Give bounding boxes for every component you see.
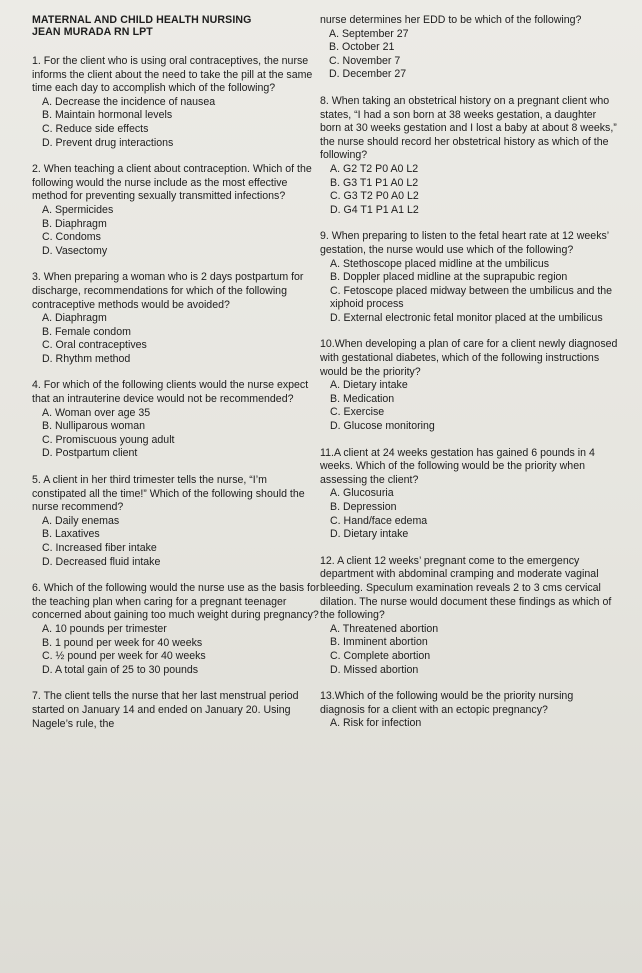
answer-option: B. October 21 — [329, 41, 395, 54]
answer-option: D. Prevent drug interactions — [42, 136, 174, 149]
answer-option: A. Decrease the incidence of nausea — [42, 95, 216, 108]
question-block — [32, 271, 322, 366]
right-column — [320, 14, 620, 744]
answer-option: C. Condoms — [42, 231, 101, 244]
question-block — [32, 163, 322, 258]
answer-option: A. Risk for infection — [330, 717, 422, 730]
question-block — [32, 55, 322, 150]
answer-option: B. Nulliparous woman — [42, 420, 146, 433]
answer-option: D. December 27 — [329, 68, 407, 81]
answer-option: D. G4 T1 P1 A1 L2 — [330, 203, 419, 216]
answer-option: B. Diaphragm — [42, 217, 107, 230]
left-question-list — [32, 55, 322, 731]
answer-option: B. Female condom — [42, 325, 131, 338]
question-stem: 10.When developing a plan of care for a client newly diagnosed with gestational diabetes, which of the following instructions would be the priority? — [320, 338, 618, 378]
answer-option: B. Maintain hormonal levels — [42, 109, 173, 122]
question-block — [32, 474, 322, 569]
answer-option: A. Threatened abortion — [330, 622, 439, 635]
question-stem: 5. A client in her third trimester tells the nurse, “I’m constipated all the time!” Which of the following should the nurse recommend? — [32, 474, 305, 514]
header-author: JEAN MURADA RN LPT — [32, 26, 153, 38]
question-stem: 12. A client 12 weeks’ pregnant come to the emergency department with abdominal cramping and moderate vaginal bleeding. Speculum examination reveals 2 to 3 cms cervical dilation. The nurse would document these findings as which of the following? — [320, 554, 612, 622]
answer-option: A. September 27 — [329, 27, 409, 40]
question-stem: 6. Which of the following would the nurse use as the basis for the teaching plan when caring for a pregnant teenager concerned about gaining too much weight during pregnancy? — [32, 582, 320, 622]
answer-option: B. G3 T1 P1 A0 L2 — [330, 176, 419, 189]
question-block — [32, 690, 322, 731]
answer-option: C. November 7 — [329, 54, 401, 67]
question-block — [320, 690, 620, 731]
question-block — [32, 582, 322, 677]
answer-option: B. Doppler placed midline at the suprapubic region — [330, 271, 568, 284]
document-header — [32, 14, 322, 38]
answer-option: A. 10 pounds per trimester — [42, 622, 167, 635]
answer-option: C. Fetoscope placed midway between the umbilicus and the xiphoid process — [330, 284, 613, 311]
question-stem: 1. For the client who is using oral contraceptives, the nurse informs the client about the need to take the pill at the same time each day to accomplish which of the following? — [32, 55, 313, 95]
answer-option: A. Dietary intake — [330, 379, 408, 392]
question-block — [320, 555, 620, 677]
answer-option: D. External electronic fetal monitor placed at the umbilicus — [330, 311, 603, 324]
answer-option: D. Dietary intake — [330, 528, 409, 541]
answer-option: D. Glucose monitoring — [330, 420, 435, 433]
question-stem: 13.Which of the following would be the priority nursing diagnosis for a client with an ectopic pregnancy? — [320, 690, 574, 716]
question-stem: 2. When teaching a client about contraception. Which of the following would the nurse include as the most effective method for preventing sexually transmitted infections? — [32, 163, 312, 203]
answer-option: C. Increased fiber intake — [42, 542, 157, 554]
question-block — [320, 95, 620, 217]
answer-option: D. Decreased fluid intake — [42, 555, 161, 568]
question-stem: 4. For which of the following clients would the nurse expect that an intrauterine device would not be recommended? — [32, 379, 309, 406]
answer-option: B. Imminent abortion — [330, 636, 428, 649]
answer-option: C. ½ pound per week for 40 weeks — [42, 650, 206, 663]
answer-option: D. Postpartum client — [42, 447, 138, 460]
question-block — [320, 447, 620, 542]
answer-option: A. Glucosuria — [330, 487, 394, 500]
right-question-list — [320, 95, 620, 731]
question-stem: nurse determines her EDD to be which of the following? — [320, 14, 582, 26]
question-stem: 3. When preparing a woman who is 2 days postpartum for discharge, recommendations for which of the following contraceptive methods would be avoided? — [32, 271, 304, 311]
question-block — [320, 230, 620, 325]
answer-option: A. Stethoscope placed midline at the umbilicus — [330, 257, 550, 270]
answer-option: C. Hand/face edema — [330, 514, 428, 527]
question-block — [32, 379, 322, 461]
question-stem: 9. When preparing to listen to the fetal heart rate at 12 weeks’ gestation, the nurse would use which of the following? — [320, 230, 609, 256]
question-block — [320, 338, 620, 433]
answer-option: B. Laxatives — [42, 528, 100, 541]
question-stem: 8. When taking an obstetrical history on a pregnant client who states, “I had a son born at 38 weeks gestation, a daughter born at 30 weeks gestation and I lost a baby at about 8 weeks,” the nurse should record her obstetrical history as which of the following? — [320, 94, 617, 162]
answer-option: B. Depression — [330, 501, 397, 513]
question-stem: 7. The client tells the nurse that her last menstrual period started on January 14 and ended on January 20. Using Nagele’s rule, the — [32, 690, 299, 730]
answer-option: D. Missed abortion — [330, 663, 419, 676]
left-column — [32, 14, 322, 744]
answer-option: A. G2 T2 P0 A0 L2 — [330, 162, 419, 175]
answer-option: D. Vasectomy — [42, 244, 108, 257]
answer-option: A. Daily enemas — [42, 514, 120, 527]
answer-option: C. Complete abortion — [330, 649, 431, 662]
answer-option: B. 1 pound per week for 40 weeks — [42, 636, 203, 649]
answer-option: C. Promiscuous young adult — [42, 433, 175, 446]
answer-option: B. Medication — [330, 392, 395, 405]
answer-option: C. Reduce side effects — [42, 122, 149, 135]
answer-option: A. Spermicides — [42, 203, 114, 216]
answer-option: D. Rhythm method — [42, 352, 131, 365]
answer-option: A. Diaphragm — [42, 312, 107, 325]
answer-option: C. Exercise — [330, 406, 385, 419]
answer-option: A. Woman over age 35 — [42, 406, 151, 419]
answer-option: D. A total gain of 25 to 30 pounds — [42, 663, 199, 676]
question-stem: 11.A client at 24 weeks gestation has gained 6 pounds in 4 weeks. Which of the following would be the priority when assessing the client? — [320, 446, 595, 486]
question-7-continuation — [320, 14, 620, 82]
answer-option: C. G3 T2 P0 A0 L2 — [330, 190, 419, 203]
header-title: MATERNAL AND CHILD HEALTH NURSING — [32, 14, 252, 26]
answer-option: C. Oral contraceptives — [42, 339, 147, 352]
